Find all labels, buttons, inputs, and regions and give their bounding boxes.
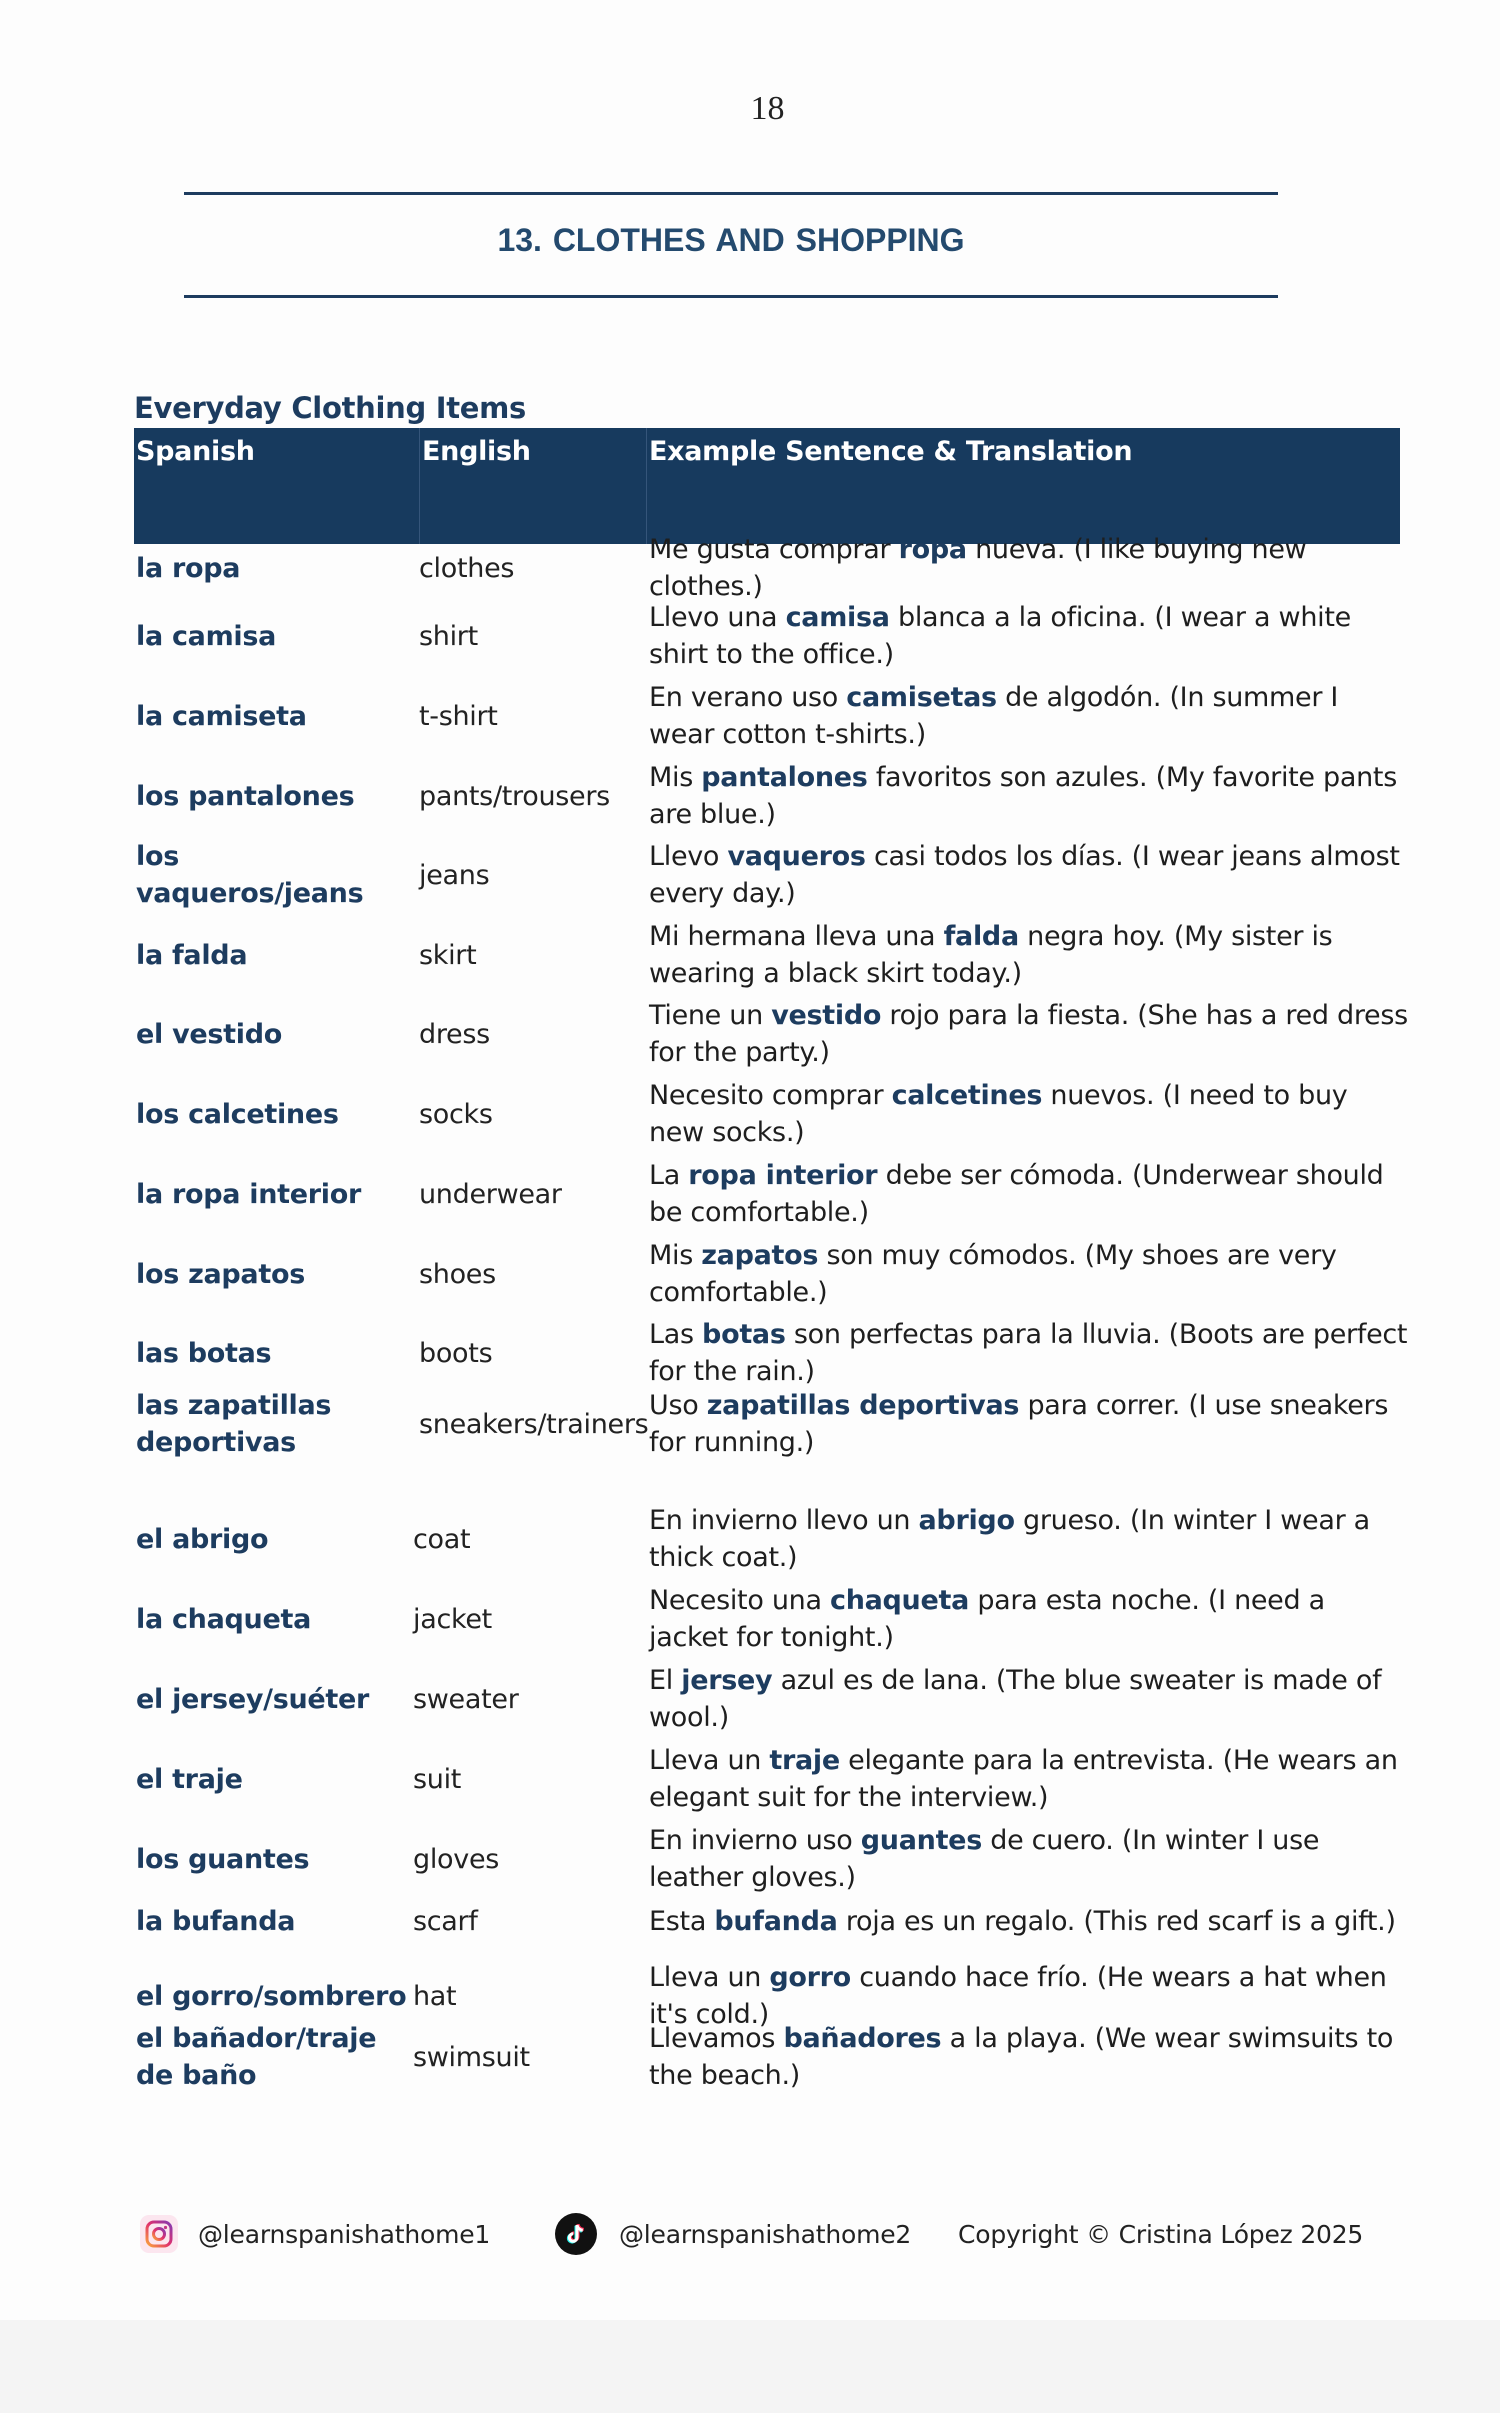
- page-bottom-band: [0, 2320, 1500, 2413]
- english-term: clothes: [419, 552, 515, 584]
- english-term: underwear: [419, 1178, 562, 1210]
- highlighted-word: traje: [769, 1745, 840, 1776]
- example-sentence: Tiene un vestido rojo para la fiesta. (She has a red dress for the party.): [649, 1000, 1408, 1068]
- spanish-term: el traje: [136, 1763, 243, 1795]
- spanish-term: las botas: [136, 1337, 272, 1369]
- spanish-term: el jersey/suéter: [136, 1683, 370, 1715]
- english-term: sweater: [413, 1683, 519, 1715]
- highlighted-word: bañadores: [783, 2023, 942, 2054]
- highlighted-word: ropa: [898, 534, 967, 565]
- table-row: [134, 1157, 1400, 1231]
- english-term: scarf: [413, 1905, 478, 1937]
- tiktok-link[interactable]: [555, 2212, 911, 2256]
- table-row: [134, 838, 1400, 912]
- example-sentence: La ropa interior debe ser cómoda. (Underwear should be comfortable.): [649, 1160, 1384, 1228]
- table-header: [134, 428, 1400, 544]
- table-row: [134, 1316, 1408, 1390]
- highlighted-word: vaqueros: [727, 841, 866, 872]
- spanish-term: la ropa interior: [136, 1178, 362, 1210]
- example-sentence: Las botas son perfectas para la lluvia. (Boots are perfect for the rain.): [649, 1319, 1408, 1387]
- english-term: coat: [413, 1523, 471, 1555]
- example-sentence: Necesito comprar calcetines nuevos. (I need to buy new socks.): [649, 1080, 1348, 1148]
- highlighted-word: jersey: [681, 1665, 773, 1696]
- spanish-term: los pantalones: [136, 780, 355, 812]
- example-sentence: En verano uso camisetas de algodón. (In summer I wear cotton t-shirts.): [649, 682, 1339, 750]
- table-row: [134, 1899, 1400, 1943]
- example-sentence: El jersey azul es de lana. (The blue sweater is made of wool.): [649, 1665, 1382, 1733]
- table-row: [134, 2019, 1400, 2095]
- example-sentence: Llevo una camisa blanca a la oficina. (I wear a white shirt to the office.): [649, 602, 1351, 670]
- english-term: sneakers/trainers: [419, 1408, 649, 1440]
- spanish-term: la chaqueta: [136, 1603, 312, 1635]
- english-term: pants/trousers: [419, 780, 610, 812]
- highlighted-word: abrigo: [918, 1505, 1015, 1536]
- header-english: English: [419, 428, 531, 544]
- table-row: [134, 1822, 1400, 1896]
- example-sentence: Uso zapatillas deportivas para correr. (I use sneakers for running.): [649, 1390, 1389, 1458]
- example-sentence: Mis pantalones favoritos son azules. (My favorite pants are blue.): [649, 762, 1397, 830]
- highlighted-word: calcetines: [891, 1080, 1043, 1111]
- tiktok-icon: [555, 2213, 597, 2255]
- example-sentence: Mis zapatos son muy cómodos. (My shoes are very comfortable.): [649, 1240, 1337, 1308]
- chapter-title: 13. CLOTHES AND SHOPPING: [497, 222, 965, 258]
- table-row: [134, 1502, 1400, 1576]
- english-term: t-shirt: [419, 700, 498, 732]
- example-sentence: Me gusta comprar ropa nueva. (I like buying new clothes.): [649, 534, 1307, 602]
- spanish-term: la camiseta: [136, 700, 307, 732]
- copyright: Copyright © Cristina López 2025: [958, 2219, 1364, 2249]
- table-row: [134, 1237, 1400, 1311]
- highlighted-word: camisetas: [846, 682, 997, 713]
- instagram-icon: [140, 2215, 178, 2253]
- english-term: shoes: [419, 1258, 496, 1290]
- title-rule-bottom: [184, 295, 1278, 298]
- spanish-term: el abrigo: [136, 1523, 269, 1555]
- spanish-term: las zapatillas deportivas: [136, 1390, 332, 1458]
- instagram-link[interactable]: [140, 2212, 490, 2256]
- highlighted-word: guantes: [860, 1825, 982, 1856]
- header-spanish: Spanish: [136, 436, 255, 467]
- highlighted-word: chaqueta: [829, 1585, 970, 1616]
- english-term: suit: [413, 1763, 462, 1795]
- spanish-term: la ropa: [136, 552, 241, 584]
- example-sentence: Llevamos bañadores a la playa. (We wear swimsuits to the beach.): [649, 2023, 1394, 2091]
- english-term: gloves: [413, 1843, 500, 1875]
- table-row: [134, 534, 1400, 602]
- page-number: 18: [750, 90, 785, 127]
- highlighted-word: falda: [943, 921, 1019, 952]
- english-term: boots: [419, 1337, 493, 1369]
- spanish-term: el bañador/traje de baño: [136, 2023, 377, 2091]
- tiktok-handle: @learnspanishathome2: [619, 2219, 912, 2249]
- example-sentence: Mi hermana lleva una falda negra hoy. (My sister is wearing a black skirt today.): [649, 921, 1333, 989]
- footer: [140, 2212, 1400, 2256]
- table-row: [134, 1662, 1400, 1736]
- english-term: socks: [419, 1098, 493, 1130]
- spanish-term: el vestido: [136, 1018, 282, 1050]
- spanish-term: el gorro/sombrero: [136, 1980, 407, 2012]
- example-sentence: Esta bufanda roja es un regalo. (This red scarf is a gift.): [649, 1905, 1396, 1937]
- example-sentence: Lleva un traje elegante para la entrevista. (He wears an elegant suit for the interview.): [649, 1745, 1398, 1813]
- highlighted-word: bufanda: [714, 1905, 838, 1937]
- example-sentence: En invierno llevo un abrigo grueso. (In winter I wear a thick coat.): [649, 1505, 1370, 1573]
- example-sentence: En invierno uso guantes de cuero. (In winter I use leather gloves.): [649, 1825, 1320, 1893]
- highlighted-word: ropa interior: [688, 1160, 878, 1191]
- english-term: swimsuit: [413, 2041, 530, 2073]
- spanish-term: los calcetines: [136, 1098, 339, 1130]
- spanish-term: los vaqueros/jeans: [136, 841, 364, 909]
- english-term: skirt: [419, 939, 477, 971]
- table-row: [134, 599, 1400, 673]
- highlighted-word: vestido: [771, 1000, 882, 1031]
- english-term: hat: [413, 1980, 457, 2012]
- highlighted-word: gorro: [769, 1962, 851, 1993]
- instagram-handle: @learnspanishathome1: [198, 2219, 491, 2249]
- english-term: jeans: [419, 859, 490, 891]
- english-term: jacket: [413, 1603, 492, 1635]
- example-sentence: Lleva un gorro cuando hace frío. (He wears a hat when it's cold.): [649, 1962, 1387, 2030]
- table-row: [134, 918, 1400, 992]
- spanish-term: los zapatos: [136, 1258, 305, 1290]
- highlighted-word: zapatillas deportivas: [706, 1390, 1020, 1421]
- header-example: Example Sentence & Translation: [646, 428, 1132, 544]
- title-rule-top: [184, 192, 1278, 195]
- spanish-term: la bufanda: [136, 1905, 296, 1937]
- english-term: shirt: [419, 620, 478, 652]
- table-row: [134, 997, 1408, 1071]
- highlighted-word: pantalones: [701, 762, 868, 793]
- table-row: [134, 759, 1400, 833]
- spanish-term: la falda: [136, 939, 248, 971]
- spanish-term: los guantes: [136, 1843, 310, 1875]
- highlighted-word: botas: [702, 1319, 786, 1350]
- table-row: [134, 1742, 1400, 1816]
- table-row: [134, 679, 1400, 753]
- english-term: dress: [419, 1018, 490, 1050]
- table-row: [134, 1386, 1400, 1462]
- table-row: [134, 1077, 1400, 1151]
- example-sentence: Llevo vaqueros casi todos los días. (I wear jeans almost every day.): [649, 841, 1400, 909]
- table-row: [134, 1582, 1400, 1656]
- section-heading: Everyday Clothing Items: [134, 391, 527, 425]
- example-sentence: Necesito una chaqueta para esta noche. (I need a jacket for tonight.): [649, 1585, 1325, 1653]
- highlighted-word: zapatos: [701, 1240, 819, 1271]
- highlighted-word: camisa: [785, 602, 890, 633]
- spanish-term: la camisa: [136, 620, 277, 652]
